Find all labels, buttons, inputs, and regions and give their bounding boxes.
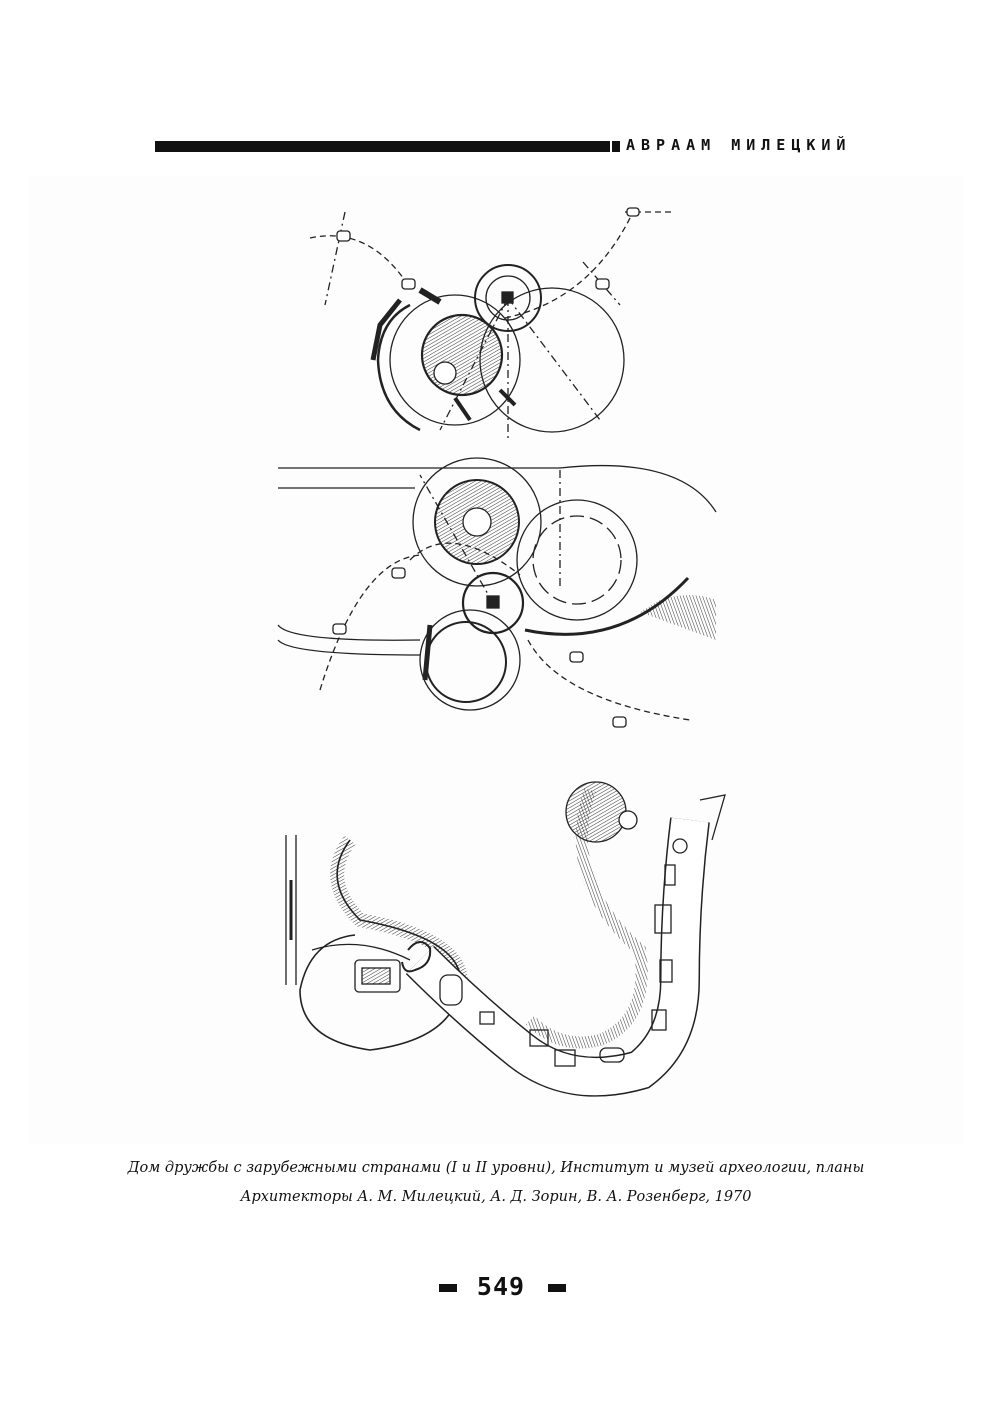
page-number: 549 xyxy=(476,1272,526,1301)
running-header-author: АВРААМ МИЛЕЦКИЙ xyxy=(626,136,852,154)
plan-level-2 xyxy=(278,458,716,727)
figure-caption-architects: Архитекторы А. М. Милецкий, А. Д. Зорин, В. А. Розенберг, 1970 xyxy=(240,1189,752,1205)
figure-caption-title: Дом дружбы с зарубежными странами (I и II уровни), Институт и музей археологии, планы xyxy=(127,1160,865,1176)
plan-level-1 xyxy=(310,208,672,440)
plan-archaeology-site xyxy=(286,782,725,1077)
page-number-mark-right xyxy=(548,1284,566,1292)
page-number-mark-left xyxy=(439,1284,457,1292)
